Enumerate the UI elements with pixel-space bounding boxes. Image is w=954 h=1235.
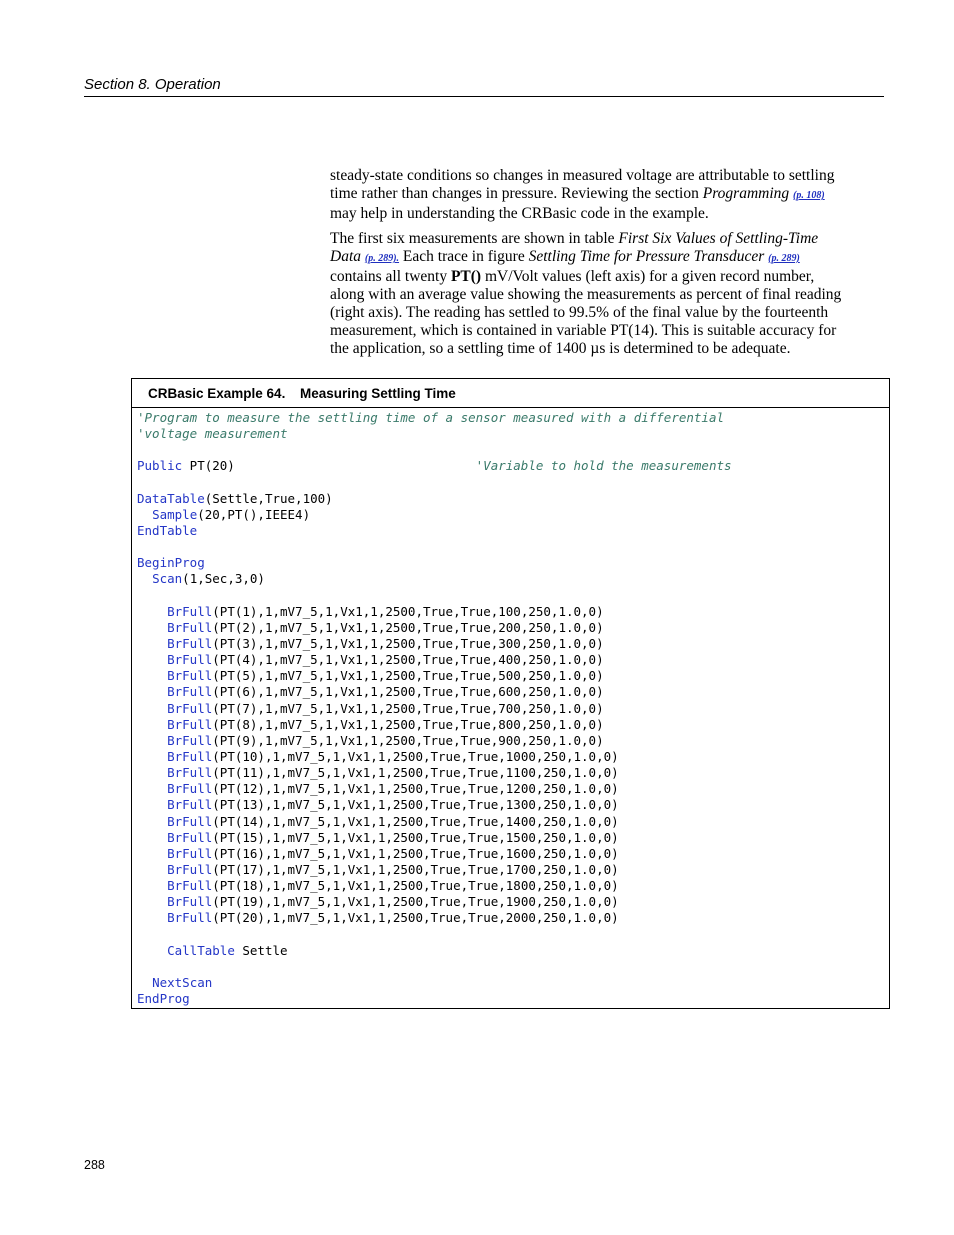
- code-line: [137, 910, 732, 926]
- code-line: [137, 555, 732, 571]
- code-line: [137, 523, 732, 539]
- code-keyword: Scan: [152, 571, 183, 587]
- code-line: [137, 749, 732, 765]
- code-text: (PT(7),1,mV7_5,1,Vx1,1,2500,True,True,700,250,1.0,0): [212, 700, 604, 716]
- code-line: [137, 604, 732, 620]
- code-text: [137, 862, 167, 877]
- code-line: [137, 781, 732, 797]
- code-line: [137, 717, 732, 733]
- code-keyword: BrFull: [167, 910, 213, 926]
- code-keyword: BrFull: [167, 861, 213, 877]
- code-text: (PT(12),1,mV7_5,1,Vx1,1,2500,True,True,1200,250,1.0,0): [212, 781, 619, 797]
- code-text: (PT(4),1,mV7_5,1,Vx1,1,2500,True,True,400,250,1.0,0): [212, 652, 604, 668]
- code-keyword: BrFull: [167, 700, 213, 716]
- code-text: [137, 636, 167, 651]
- code-line: [137, 765, 732, 781]
- code-keyword: BrFull: [167, 748, 213, 764]
- code-text: (1,Sec,3,0): [182, 571, 265, 587]
- code-keyword: BrFull: [167, 603, 213, 619]
- code-text: (PT(1),1,mV7_5,1,Vx1,1,2500,True,True,100,250,1.0,0): [212, 603, 604, 619]
- code-text: PT(20): [182, 458, 476, 474]
- code-text: [137, 846, 167, 861]
- code-line: [137, 475, 732, 491]
- code-line: [137, 959, 732, 975]
- code-text: (PT(3),1,mV7_5,1,Vx1,1,2500,True,True,300,250,1.0,0): [212, 635, 604, 651]
- code-text: (PT(9),1,mV7_5,1,Vx1,1,2500,True,True,900,250,1.0,0): [212, 732, 604, 748]
- code-line: [137, 846, 732, 862]
- code-keyword: Sample: [152, 506, 198, 522]
- code-text: [137, 620, 167, 635]
- code-text: (PT(5),1,mV7_5,1,Vx1,1,2500,True,True,500,250,1.0,0): [212, 668, 604, 684]
- code-line: [137, 733, 732, 749]
- code-text: [137, 765, 167, 780]
- code-text: [137, 830, 167, 845]
- page-number: 288: [84, 1158, 105, 1172]
- code-keyword: DataTable: [137, 490, 205, 506]
- code-text: [137, 943, 167, 958]
- p2-page-ref-link-1[interactable]: (p. 289).: [364, 253, 400, 264]
- p2-text-b: Each trace in figure: [399, 248, 529, 265]
- code-text: [137, 701, 167, 716]
- code-keyword: CallTable: [167, 942, 235, 958]
- code-comment: 'voltage measurement: [137, 426, 288, 442]
- code-line: [137, 862, 732, 878]
- code-comment: 'Program to measure the settling time of a sensor measured with a differential: [137, 410, 724, 425]
- example-number: CRBasic Example 64.: [148, 386, 286, 401]
- code-line: [137, 571, 732, 587]
- p2-page-ref-link-2[interactable]: (p. 289): [768, 253, 800, 264]
- code-text: [137, 797, 167, 812]
- code-text: (PT(11),1,mV7_5,1,Vx1,1,2500,True,True,1100,250,1.0,0): [212, 765, 619, 781]
- p1-text-a: steady-state conditions so changes in measured voltage are attributable to settling time rather than changes in pressure. Reviewing the section: [330, 167, 835, 202]
- code-text: [137, 507, 152, 522]
- code-text: [137, 604, 167, 619]
- code-text: [137, 814, 167, 829]
- code-line: [137, 943, 732, 959]
- paragraph-2: [330, 230, 850, 358]
- section-title: Section 8. Operation: [84, 76, 221, 93]
- code-text: [137, 878, 167, 893]
- code-line: [137, 797, 732, 813]
- code-text: [137, 652, 167, 667]
- code-text: (PT(19),1,mV7_5,1,Vx1,1,2500,True,True,1900,250,1.0,0): [212, 894, 619, 910]
- code-keyword: BrFull: [167, 732, 213, 748]
- code-line: [137, 991, 732, 1007]
- code-keyword: BrFull: [167, 684, 213, 700]
- code-example-title-bar: [132, 379, 889, 408]
- p2-strong-pt: PT(): [450, 268, 482, 285]
- code-text: [137, 910, 167, 925]
- code-keyword: BrFull: [167, 765, 213, 781]
- code-line: [137, 975, 732, 991]
- code-text: [137, 749, 167, 764]
- code-text: [137, 733, 167, 748]
- code-keyword: EndTable: [137, 522, 198, 538]
- code-keyword: BrFull: [167, 845, 213, 861]
- code-keyword: Public: [137, 458, 183, 474]
- code-text: [137, 781, 167, 796]
- code-line: [137, 894, 732, 910]
- section-header: [84, 76, 884, 97]
- code-line: [137, 507, 732, 523]
- p1-text-b: may help in understanding the CRBasic code in the example.: [330, 205, 709, 222]
- code-text: (PT(16),1,mV7_5,1,Vx1,1,2500,True,True,1600,250,1.0,0): [212, 845, 619, 861]
- example-title: Measuring Settling Time: [300, 386, 456, 401]
- code-keyword: BeginProg: [137, 555, 205, 571]
- code-keyword: EndProg: [137, 991, 190, 1007]
- code-line: [137, 410, 732, 426]
- paragraph-1: [330, 167, 850, 223]
- code-keyword: NextScan: [152, 974, 213, 990]
- code-keyword: BrFull: [167, 878, 213, 894]
- code-line: [137, 652, 732, 668]
- p2-text-d: mV/Volt values (left axis) for a given record number, along with an average value showing the measurements as percent of final reading (right axis). The reading has settled to 99.5% of the final value by the fourteenth measurement, which is contained in variable PT(14). This is suitable accuracy for the application, so a settling time of 1400 µs is determined to be adequate.: [330, 268, 842, 357]
- p2-text-c: contains all twenty: [330, 268, 451, 285]
- code-text: [137, 717, 167, 732]
- code-listing: [137, 410, 732, 1007]
- p2-text-a: The first six measurements are shown in table: [330, 230, 619, 247]
- code-text: [137, 668, 167, 683]
- p2-table-ref-title: First Six Values of Settling-Time Data: [330, 230, 819, 265]
- code-keyword: BrFull: [167, 894, 213, 910]
- code-line: [137, 668, 732, 684]
- code-text: (PT(18),1,mV7_5,1,Vx1,1,2500,True,True,1800,250,1.0,0): [212, 878, 619, 894]
- code-keyword: BrFull: [167, 652, 213, 668]
- code-line: [137, 814, 732, 830]
- p1-page-ref-link[interactable]: (p. 108): [793, 190, 825, 201]
- code-text: (PT(6),1,mV7_5,1,Vx1,1,2500,True,True,600,250,1.0,0): [212, 684, 604, 700]
- code-keyword: BrFull: [167, 668, 213, 684]
- code-keyword: BrFull: [167, 813, 213, 829]
- code-text: (PT(15),1,mV7_5,1,Vx1,1,2500,True,True,1500,250,1.0,0): [212, 829, 619, 845]
- code-comment: 'Variable to hold the measurements: [475, 458, 732, 474]
- code-text: [137, 571, 152, 586]
- code-keyword: BrFull: [167, 716, 213, 732]
- code-keyword: BrFull: [167, 635, 213, 651]
- code-keyword: BrFull: [167, 781, 213, 797]
- code-line: [137, 426, 732, 442]
- code-keyword: BrFull: [167, 797, 213, 813]
- code-keyword: BrFull: [167, 829, 213, 845]
- code-text: [137, 894, 167, 909]
- code-example-box: [131, 378, 890, 1009]
- p2-figure-ref-title: Settling Time for Pressure Transducer: [528, 248, 765, 265]
- code-text: (PT(2),1,mV7_5,1,Vx1,1,2500,True,True,200,250,1.0,0): [212, 619, 604, 635]
- code-line: [137, 442, 732, 458]
- code-text: (Settle,True,100): [204, 490, 333, 506]
- code-line: [137, 927, 732, 943]
- code-line: [137, 588, 732, 604]
- code-text: (PT(17),1,mV7_5,1,Vx1,1,2500,True,True,1700,250,1.0,0): [212, 861, 619, 877]
- code-line: [137, 458, 732, 474]
- code-line: [137, 620, 732, 636]
- code-text: (PT(8),1,mV7_5,1,Vx1,1,2500,True,True,800,250,1.0,0): [212, 716, 604, 732]
- code-text: (PT(13),1,mV7_5,1,Vx1,1,2500,True,True,1300,250,1.0,0): [212, 797, 619, 813]
- code-keyword: BrFull: [167, 619, 213, 635]
- code-text: (PT(20),1,mV7_5,1,Vx1,1,2500,True,True,2000,250,1.0,0): [212, 910, 619, 926]
- code-line: [137, 491, 732, 507]
- code-text: [137, 684, 167, 699]
- code-text: [137, 975, 152, 990]
- code-text: (PT(10),1,mV7_5,1,Vx1,1,2500,True,True,1000,250,1.0,0): [212, 748, 619, 764]
- p1-emphasis: Programming: [702, 185, 790, 202]
- code-text: Settle: [234, 942, 288, 958]
- code-line: [137, 539, 732, 555]
- code-text: (PT(14),1,mV7_5,1,Vx1,1,2500,True,True,1400,250,1.0,0): [212, 813, 619, 829]
- code-line: [137, 701, 732, 717]
- code-line: [137, 636, 732, 652]
- code-line: [137, 830, 732, 846]
- code-line: [137, 878, 732, 894]
- code-text: (20,PT(),IEEE4): [197, 506, 311, 522]
- code-line: [137, 684, 732, 700]
